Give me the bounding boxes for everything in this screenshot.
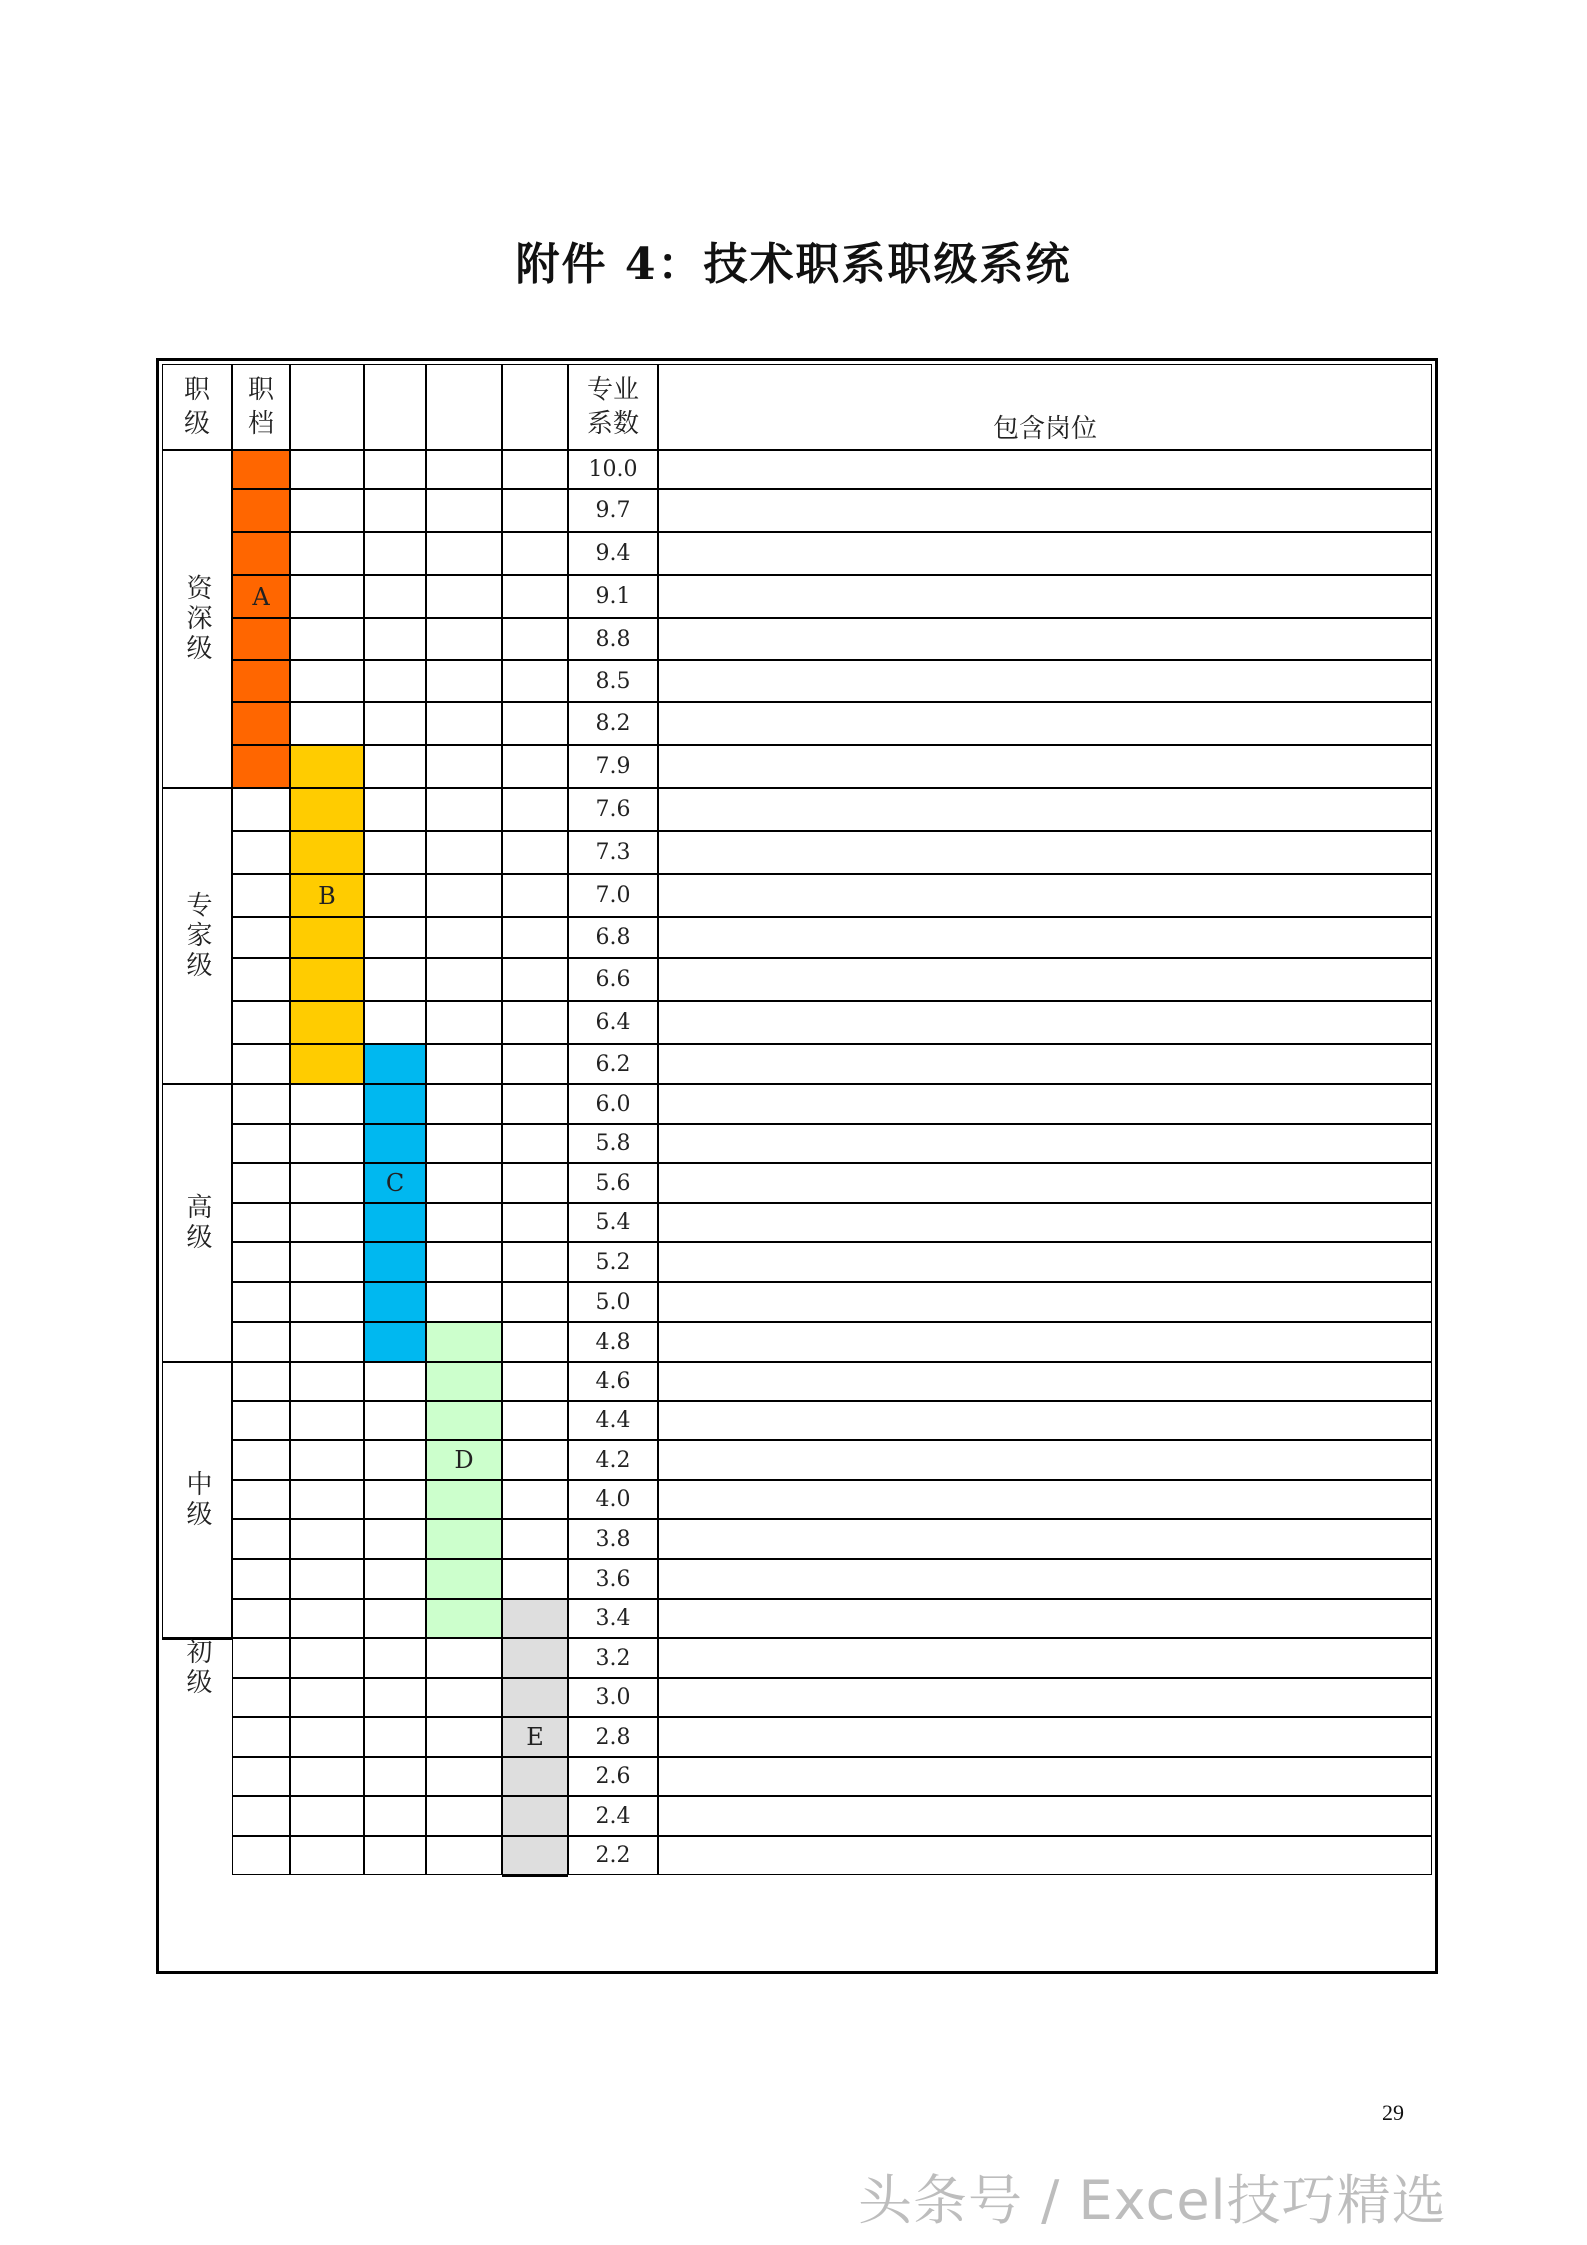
table-cell [502,1001,568,1044]
table-cell [232,1282,290,1322]
coefficient-value: 4.0 [595,1487,631,1512]
table-cell [502,450,568,489]
table-cell [502,1322,568,1362]
table-cell [364,1796,426,1836]
table-cell [364,788,426,831]
coefficient-value: 7.9 [595,754,631,779]
table-cell [658,1044,1432,1084]
table-cell [232,1519,290,1559]
coefficient-value: 6.0 [595,1091,631,1117]
coefficient-value: 2.6 [595,1764,631,1789]
grade-band-cell [426,1559,502,1599]
table-cell [364,1559,426,1599]
grade-band-cell [290,745,364,788]
table-cell [426,1242,502,1282]
table-cell [364,489,426,532]
table-cell [232,1717,290,1757]
table-cell [658,917,1432,958]
table-cell [364,1440,426,1480]
table-cell [232,874,290,917]
table-cell [658,874,1432,917]
table-cell [502,874,568,917]
table-cell [290,1401,364,1440]
table-cell [502,788,568,831]
coefficient-value: 3.4 [595,1606,631,1631]
table-cell [364,660,426,702]
table-cell [232,1001,290,1044]
coefficient-header: 专业 系数 [586,375,639,439]
table-cell [658,618,1432,660]
table-cell [426,575,502,618]
table-cell [290,702,364,745]
table-cell [426,1124,502,1163]
grade-label: A [252,582,270,611]
table-cell [232,1163,290,1203]
table-cell [290,1836,364,1875]
table-cell [426,1836,502,1875]
table-cell [658,1480,1432,1519]
table-cell [502,1362,568,1401]
table-cell [502,575,568,618]
header-cell [364,364,426,450]
table-cell [290,1559,364,1599]
grade-band-cell [364,1124,426,1163]
coefficient-value: 7.3 [595,840,631,865]
table-cell [290,1638,364,1678]
table-cell [290,1282,364,1322]
table-cell [658,1757,1432,1796]
grade-band-cell [426,1362,502,1401]
table-cell [502,1084,568,1124]
table-cell [426,788,502,831]
table-cell [232,1084,290,1124]
table-cell [290,1242,364,1282]
table-cell [232,1322,290,1362]
coefficient-value: 9.7 [595,498,631,523]
coefficient-value: 9.4 [595,541,631,566]
grade-band-cell [232,702,290,745]
page-number: 29 [1382,2100,1404,2125]
table-cell [502,1242,568,1282]
grade-band-cell [232,745,290,788]
table-cell [232,1044,290,1084]
coefficient-value: 8.5 [595,668,631,694]
grade-band-cell [426,1401,502,1440]
table-cell [658,1084,1432,1124]
table-cell [290,660,364,702]
table-cell [658,1599,1432,1638]
table-cell [364,1480,426,1519]
table-cell [232,1599,290,1638]
grade-band-cell [364,1282,426,1322]
coefficient-value: 2.4 [595,1803,631,1829]
grade-band-cell [364,1203,426,1242]
table-cell [364,1401,426,1440]
table-cell [290,1757,364,1796]
coefficient-value: 5.4 [595,1210,631,1235]
table-cell [502,1480,568,1519]
table-cell [232,1678,290,1717]
table-cell [290,1519,364,1559]
coefficient-value: 4.8 [595,1329,631,1355]
table-cell [658,958,1432,1001]
table-cell [232,1559,290,1599]
table-cell [364,831,426,874]
coefficient-value: 3.6 [595,1566,631,1592]
table-cell [232,1440,290,1480]
table-cell [364,450,426,489]
table-cell [426,1084,502,1124]
positions-header: 包含岗位 [992,414,1097,444]
level-name: 资深级 [182,574,212,664]
coefficient-value: 4.2 [595,1447,631,1473]
table-cell [290,1322,364,1362]
coefficient-value: 8.8 [595,626,631,652]
table-cell [364,1757,426,1796]
table-cell [658,831,1432,874]
table-cell [364,532,426,575]
table-cell [232,1203,290,1242]
page-title: 附件 4：技术职系职级系统 [515,239,1072,290]
table-cell [364,917,426,958]
table-cell [290,1084,364,1124]
table-cell [364,702,426,745]
table-cell [232,788,290,831]
grade-label: B [318,881,336,910]
table-cell [290,489,364,532]
table-cell [290,1163,364,1203]
level-name: 中级 [182,1470,212,1530]
grade-band-cell [232,489,290,532]
table-cell [426,1044,502,1084]
grade-band-cell [232,450,290,489]
table-cell [502,702,568,745]
table-cell [502,831,568,874]
grade-band-cell [502,1836,568,1875]
grade-band-cell [290,917,364,958]
grade-band-cell [502,1796,568,1836]
table-cell [364,1717,426,1757]
header-cell [502,364,568,450]
table-cell [502,1203,568,1242]
grade-band-cell [502,1638,568,1678]
grade-band-cell [502,1757,568,1796]
table-cell [502,532,568,575]
table-cell [502,745,568,788]
grade-band-cell [364,1044,426,1084]
grade-band-cell [364,1084,426,1124]
coefficient-value: 5.0 [595,1289,631,1315]
table-cell [364,745,426,788]
table-cell [658,1440,1432,1480]
coefficient-value: 3.8 [595,1526,631,1552]
grade-band-cell [426,1480,502,1519]
table-cell [364,1362,426,1401]
table-cell [290,1124,364,1163]
job-grade-table [162,364,1432,1968]
table-cell [658,1242,1432,1282]
header-cell [426,364,502,450]
table-cell [290,1203,364,1242]
coefficient-value: 7.6 [595,797,631,822]
table-cell [502,917,568,958]
grade-band-cell [232,532,290,575]
table-cell [426,1638,502,1678]
grade-band-cell [502,1875,568,1877]
coefficient-value: 5.8 [595,1131,631,1156]
table-cell [232,1796,290,1836]
coefficient-value: 4.6 [595,1369,631,1394]
table-cell [232,1401,290,1440]
coefficient-value: 10.0 [588,457,638,482]
table-cell [658,1163,1432,1203]
grade-label: E [526,1723,544,1751]
coefficient-value: 6.2 [595,1051,631,1077]
table-cell [658,1203,1432,1242]
table-cell [658,1717,1432,1757]
grade-band-cell [290,1044,364,1084]
table-cell [502,1559,568,1599]
table-cell [426,489,502,532]
table-cell [232,1480,290,1519]
table-cell [290,1717,364,1757]
table-cell [426,1757,502,1796]
table-cell [290,1599,364,1638]
grade-band-cell [426,1519,502,1559]
table-cell [502,660,568,702]
table-cell [658,1836,1432,1875]
table-cell [426,1001,502,1044]
coefficient-value: 8.2 [595,711,631,736]
coefficient-value: 6.8 [595,925,631,950]
table-cell [364,1836,426,1875]
coefficient-value: 5.6 [595,1170,631,1196]
table-cell [232,917,290,958]
table-cell [502,489,568,532]
grade-band-cell [290,1001,364,1044]
table-cell [426,532,502,575]
grade-band-cell [364,1242,426,1282]
table-cell [290,1362,364,1401]
table-cell [658,1401,1432,1440]
coefficient-value: 4.4 [595,1408,631,1433]
grade-band-cell [426,1599,502,1638]
table-cell [290,618,364,660]
table-cell [658,1638,1432,1678]
table-cell [232,958,290,1001]
table-cell [426,1163,502,1203]
grade-band-cell [232,618,290,660]
table-cell [364,874,426,917]
table-cell [502,1440,568,1480]
table-cell [290,575,364,618]
table-cell [290,1480,364,1519]
table-cell [502,618,568,660]
table-cell [426,450,502,489]
table-cell [426,745,502,788]
table-cell [658,1519,1432,1559]
table-cell [290,1796,364,1836]
table-cell [502,1044,568,1084]
table-cell [658,745,1432,788]
table-cell [502,1519,568,1559]
table-cell [658,489,1432,532]
table-cell [658,575,1432,618]
coefficient-value: 2.2 [595,1843,631,1868]
coefficient-value: 3.2 [595,1645,631,1671]
table-cell [364,618,426,660]
table-cell [502,1282,568,1322]
table-cell [658,1322,1432,1362]
table-cell [658,532,1432,575]
table-cell [658,660,1432,702]
table-cell [658,788,1432,831]
table-cell [426,1717,502,1757]
coefficient-value: 6.4 [595,1010,631,1035]
table-cell [364,575,426,618]
table-cell [658,1678,1432,1717]
grade-band-cell [232,660,290,702]
grade-band-cell [290,831,364,874]
table-cell [232,831,290,874]
table-cell [232,1362,290,1401]
grade-band-cell [502,1678,568,1717]
table-cell [232,1242,290,1282]
table-cell [232,1638,290,1678]
table-cell [232,1124,290,1163]
table-cell [658,1124,1432,1163]
table-cell [290,1440,364,1480]
grade-header: 职 档 [247,375,274,439]
table-cell [658,1362,1432,1401]
table-cell [502,1401,568,1440]
table-cell [364,1638,426,1678]
table-cell [658,1796,1432,1836]
grade-band-cell [290,958,364,1001]
grade-band-cell [290,788,364,831]
table-cell [426,1678,502,1717]
table-cell [290,532,364,575]
table-cell [426,917,502,958]
table-cell [232,1836,290,1875]
coefficient-value: 2.8 [595,1724,631,1750]
level-name: 高级 [182,1193,212,1253]
grade-band-cell [364,1322,426,1362]
table-cell [426,874,502,917]
table-cell [426,831,502,874]
coefficient-value: 3.0 [595,1685,631,1710]
grade-label: D [454,1446,474,1474]
table-cell [364,958,426,1001]
table-cell [290,450,364,489]
coefficient-value: 7.0 [595,883,631,908]
table-cell [426,618,502,660]
level-header: 职 级 [183,375,210,439]
table-cell [502,958,568,1001]
level-name: 专家级 [182,891,212,981]
watermark: 头条号 / Excel技巧精选 [858,2169,1447,2232]
table-cell [426,1282,502,1322]
table-cell [426,702,502,745]
table-cell [426,660,502,702]
grade-label: C [385,1169,405,1197]
table-cell [658,702,1432,745]
table-cell [658,1001,1432,1044]
table-cell [426,1203,502,1242]
coefficient-value: 6.6 [595,967,631,992]
grade-band-cell [426,1322,502,1362]
table-cell [364,1001,426,1044]
table-cell [364,1678,426,1717]
table-cell [290,1678,364,1717]
table-cell [658,450,1432,489]
grade-band-cell [502,1599,568,1638]
table-cell [364,1599,426,1638]
table-cell [364,1519,426,1559]
table-cell [426,1796,502,1836]
table-cell [658,1559,1432,1599]
table-cell [426,958,502,1001]
table-cell [232,1757,290,1796]
coefficient-value: 5.2 [595,1249,631,1275]
table-cell [658,1282,1432,1322]
level-name: 初级 [182,1638,212,1698]
table-cell [502,1163,568,1203]
coefficient-value: 9.1 [595,584,631,609]
header-cell [290,364,364,450]
table-cell [502,1124,568,1163]
